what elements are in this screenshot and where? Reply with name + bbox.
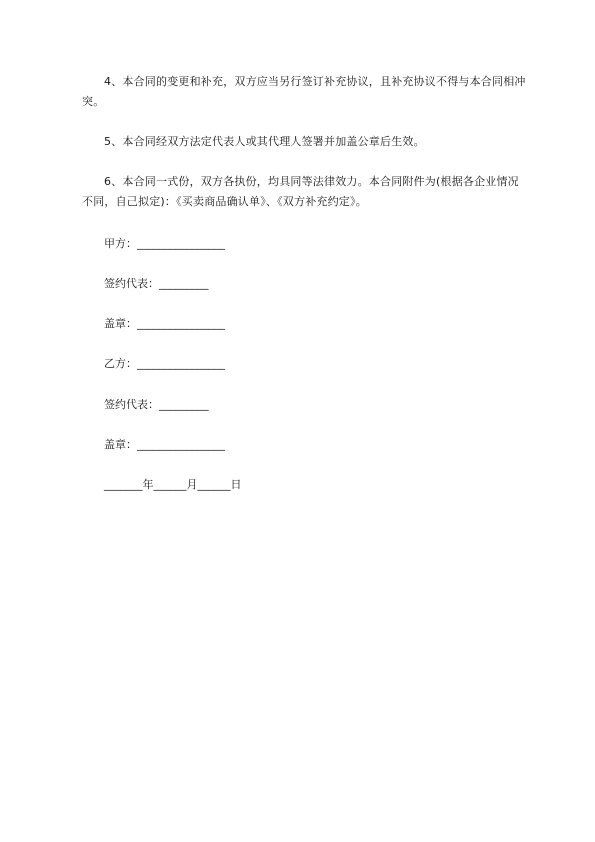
clause-6: 6、本合同一式份，双方各执份，均具同等法律效力。本合同附件为(根据各企业情况不同，自己拟定)：《买卖商品确认单》、《双方补充约定》。 (82, 175, 519, 208)
representative-a-line: 签约代表：_________ (104, 277, 209, 290)
representative-b-line: 签约代表：_________ (104, 398, 209, 411)
party-b-line: 乙方：________________ (104, 357, 225, 370)
seal-a-line: 盖章：________________ (104, 317, 225, 330)
clause-4: 4、本合同的变更和补充，双方应当另行签订补充协议，且补充协议不得与本合同相冲突。 (82, 75, 526, 108)
date-line: _______年______月______日 (104, 478, 242, 491)
party-a-line: 甲方：________________ (104, 237, 225, 250)
seal-b-line: 盖章：________________ (104, 438, 225, 451)
clause-5: 5、本合同经双方法定代表人或其代理人签署并加盖公章后生效。 (104, 135, 425, 148)
